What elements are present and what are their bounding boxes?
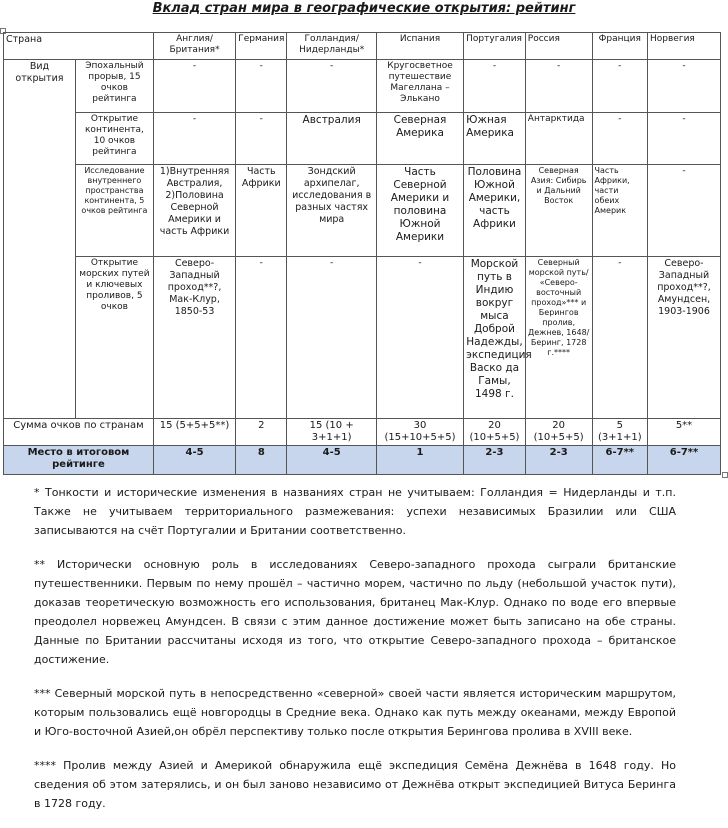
footnote-3: *** Северный морской путь в непосредственно «северной» своей части является историческим маршрутом, которым пользовались ещё новгородцы в Средние века. Однако как путь между океанами, между Европой и Юго-восточной Азией,он обрёл перспективу только после открытия Берингова пролива в XVIII веке. (34, 687, 676, 738)
rank-cell: 2-3 (464, 446, 526, 475)
footnote-1: * Тонкости и исторические изменения в названиях стран не учитываем: Голландия = Нидерланды и т.п. Также не учитываем территориального размежевания: успехи независимых Бразилии или США записываются на счёт Португалии и Британии соответственно. (34, 486, 676, 537)
sum-cell: 5 (3+1+1) (592, 419, 647, 446)
vid-label: Вид открытия (4, 60, 76, 419)
header-row (4, 33, 721, 60)
table-row (4, 113, 721, 165)
table-cell: - (236, 60, 287, 113)
sum-cell: 20 (10+5+5) (525, 419, 592, 446)
header-russia: Россия (525, 33, 592, 60)
table-cell: - (525, 60, 592, 113)
header-portugal: Португалия (464, 33, 526, 60)
table-cell: - (153, 113, 235, 165)
row-type: Эпохальный прорыв, 15 очков рейтинга (75, 60, 153, 113)
footnote-2: ** Исторически основную роль в исследованиях Северо-западного прохода сыграли британские путешественники. Первым по нему прошёл – частично морем, частично по льду (небольшой участок пути), доказав теоретическую возможность его использования, британец Мак-Клур. Однако по воде его впервые преодолел норвежец Амундсен. В связи с этим данное достижение может быть записано на обе страны. Данные по Британии рассчитаны исходя из того, что открытие Северо-западного прохода – британское достижение. (34, 558, 676, 666)
rank-label: Место в итоговом рейтинге (4, 446, 154, 475)
table-cell: - (287, 60, 376, 113)
header-spain: Испания (376, 33, 463, 60)
table-cell: Часть Африки (236, 165, 287, 257)
table-resize-handle[interactable] (722, 472, 728, 478)
rank-cell: 4-5 (153, 446, 235, 475)
sum-cell: 30 (15+10+5+5) (376, 419, 463, 446)
table-row (4, 165, 721, 257)
table-cell: Австралия (287, 113, 376, 165)
table-cell: Южная Америка (464, 113, 526, 165)
footnotes (34, 483, 676, 828)
table-cell: Северо-Западный проход**?, Мак-Клур, 1850-53 (153, 257, 235, 419)
table-cell: Северная Азия: Сибирь и Дальний Восток (525, 165, 592, 257)
sum-row (4, 419, 721, 446)
header-france: Франция (592, 33, 647, 60)
header-britain: Англия/ Британия* (153, 33, 235, 60)
table-cell: Северная Америка (376, 113, 463, 165)
rank-cell: 4-5 (287, 446, 376, 475)
rank-row (4, 446, 721, 475)
header-netherlands: Голландия/ Нидерланды* (287, 33, 376, 60)
rank-cell: 6-7** (592, 446, 647, 475)
footnote-4: **** Пролив между Азией и Америкой обнаружила ещё экспедиция Семёна Дежнёва в 1648 году. Но сведения об этом затерялись, и он был заново независимо от Дежнёва открыт экспедицией Витуса Беринга в 1728 году. (34, 759, 676, 810)
table-cell: - (376, 257, 463, 419)
sum-cell: 15 (10 + 3+1+1) (287, 419, 376, 446)
table-cell: Кругосветное путешествие Магеллана – Элькано (376, 60, 463, 113)
row-type: Открытие континента, 10 очков рейтинга (75, 113, 153, 165)
table-cell: Морской путь в Индию вокруг мыса Доброй Надежды, экспедиция Васко да Гамы, 1498 г. (464, 257, 526, 419)
table-cell: - (648, 60, 721, 113)
rating-table (3, 32, 721, 475)
table-cell: Северо-Западный проход**?, Амундсен, 1903-1906 (648, 257, 721, 419)
table-cell: - (592, 257, 647, 419)
sum-cell: 20 (10+5+5) (464, 419, 526, 446)
header-germany: Германия (236, 33, 287, 60)
sum-label: Сумма очков по странам (4, 419, 154, 446)
page-title: Вклад стран мира в географические открытия: рейтинг (152, 1, 576, 16)
row-type: Исследование внутреннего пространства континента, 5 очков рейтинга (75, 165, 153, 257)
table-cell: - (287, 257, 376, 419)
header-norway: Норвегия (648, 33, 721, 60)
table-cell: - (153, 60, 235, 113)
sum-cell: 5** (648, 419, 721, 446)
table-cell: - (236, 113, 287, 165)
sum-cell: 15 (5+5+5**) (153, 419, 235, 446)
rank-cell: 2-3 (525, 446, 592, 475)
table-cell: Северный морской путь/ «Северо-восточный проход»*** и Берингов пролив, Дежнев, 1648/ Беринг, 1728 г.**** (525, 257, 592, 419)
table-cell: - (648, 165, 721, 257)
row-type: Открытие морских путей и ключевых проливов, 5 очков (75, 257, 153, 419)
table-cell: 1)Внутренняя Австралия, 2)Половина Северной Америки и часть Африки (153, 165, 235, 257)
table-cell: Часть Северной Америки и половина Южной Америки (376, 165, 463, 257)
sum-cell: 2 (236, 419, 287, 446)
table-row (4, 257, 721, 419)
table-cell: Антарктида (525, 113, 592, 165)
rank-cell: 8 (236, 446, 287, 475)
header-country: Страна (4, 33, 154, 60)
table-cell: - (648, 113, 721, 165)
table-cell: - (236, 257, 287, 419)
rank-cell: 6-7** (648, 446, 721, 475)
table-cell: Часть Африки, части обеих Америк (592, 165, 647, 257)
table-row (4, 60, 721, 113)
table-cell: - (464, 60, 526, 113)
table-cell: - (592, 60, 647, 113)
table-cell: Половина Южной Америки, часть Африки (464, 165, 526, 257)
table-cell: - (592, 113, 647, 165)
table-cell: Зондский архипелаг, исследования в разных частях мира (287, 165, 376, 257)
rank-cell: 1 (376, 446, 463, 475)
